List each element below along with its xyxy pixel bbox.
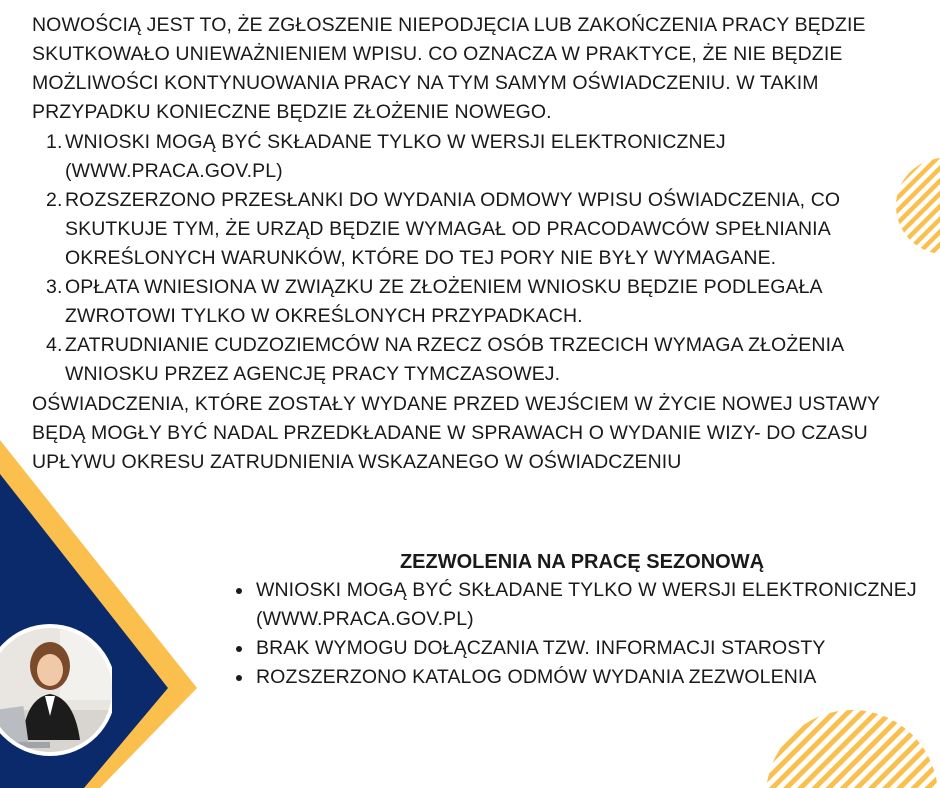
- list-item: [32, 273, 912, 331]
- bullet-list: [232, 576, 932, 692]
- list-item: [232, 634, 932, 663]
- list-item-text: ROZSZERZONO PRZESŁANKI DO WYDANIA ODMOWY WPISU OŚWIADCZENIA, CO SKUTKUJE TYM, ŻE URZĄD BĘDZIE WYMAGAŁ OD PRACODAWCÓW SPEŁNIANIA OKREŚLONYCH WARUNKÓW, KTÓRE DO TEJ PORY NIE BYŁY WYMAGANE.: [65, 189, 841, 269]
- list-item: [32, 331, 912, 389]
- list-item-text: WNIOSKI MOGĄ BYĆ SKŁADANE TYLKO W WERSJI ELEKTRONICZNEJ (WWW.PRACA.GOV.PL): [65, 131, 726, 182]
- list-item: [32, 186, 912, 273]
- list-item: [232, 576, 932, 634]
- bullet-icon: [236, 646, 242, 652]
- bullet-icon: [236, 675, 242, 681]
- striped-circle-decoration: [764, 708, 940, 788]
- numbered-list: [32, 128, 912, 389]
- list-item-text: ROZSZERZONO KATALOG ODMÓW WYDANIA ZEZWOLENIA: [256, 666, 817, 688]
- list-item-text: WNIOSKI MOGĄ BYĆ SKŁADANE TYLKO W WERSJI ELEKTRONICZNEJ (WWW.PRACA.GOV.PL): [256, 579, 917, 630]
- list-number: 1.: [46, 131, 63, 153]
- list-number: 3.: [46, 276, 63, 298]
- list-number: 4.: [46, 334, 63, 356]
- list-item: [32, 128, 912, 186]
- list-item: [232, 663, 932, 692]
- intro-paragraph: NOWOŚCIĄ JEST TO, ŻE ZGŁOSZENIE NIEPODJĘCIA LUB ZAKOŃCZENIA PRACY BĘDZIE SKUTKOWAŁO UNIEWAŻNIENIEM WPISU. CO OZNACZA W PRAKTYCE, ŻE NIE BĘDZIE MOŻLIWOŚCI KONTYNUOWANIA PRACY NA TYM SAMYM OŚWIADCZENIU. W TAKIM PRZYPADKU KONIECZNE BĘDZIE ZŁOŻENIE NOWEGO.: [32, 14, 866, 123]
- outro-paragraph: OŚWIADCZENIA, KTÓRE ZOSTAŁY WYDANE PRZED WEJŚCIEM W ŻYCIE NOWEJ USTAWY BĘDĄ MOGŁY BYĆ NADAL PRZEDKŁADANE W SPRAWACH O WYDANIE WIZY- DO CZASU UPŁYWU OKRESU ZATRUDNIENIA WSKAZANEGO W OŚWIADCZENIU: [32, 393, 880, 473]
- section-title: ZEZWOLENIA NA PRACĘ SEZONOWĄ: [399, 551, 765, 573]
- list-item-text: BRAK WYMOGU DOŁĄCZANIA TZW. INFORMACJI STAROSTY: [256, 637, 826, 659]
- list-item-text: ZATRUDNIANIE CUDZOZIEMCÓW NA RZECZ OSÓB TRZECICH WYMAGA ZŁOŻENIA WNIOSKU PRZEZ AGENCJĘ PRACY TYMCZASOWEJ.: [65, 334, 844, 385]
- list-number: 2.: [46, 189, 63, 211]
- woman-at-laptop-photo: [0, 620, 112, 760]
- bullet-icon: [236, 588, 242, 594]
- list-item-text: OPŁATA WNIESIONA W ZWIĄZKU ZE ZŁOŻENIEM WNIOSKU BĘDZIE PODLEGAŁA ZWROTOWI TYLKO W OKREŚLONYCH PRZYPADKACH.: [65, 276, 822, 327]
